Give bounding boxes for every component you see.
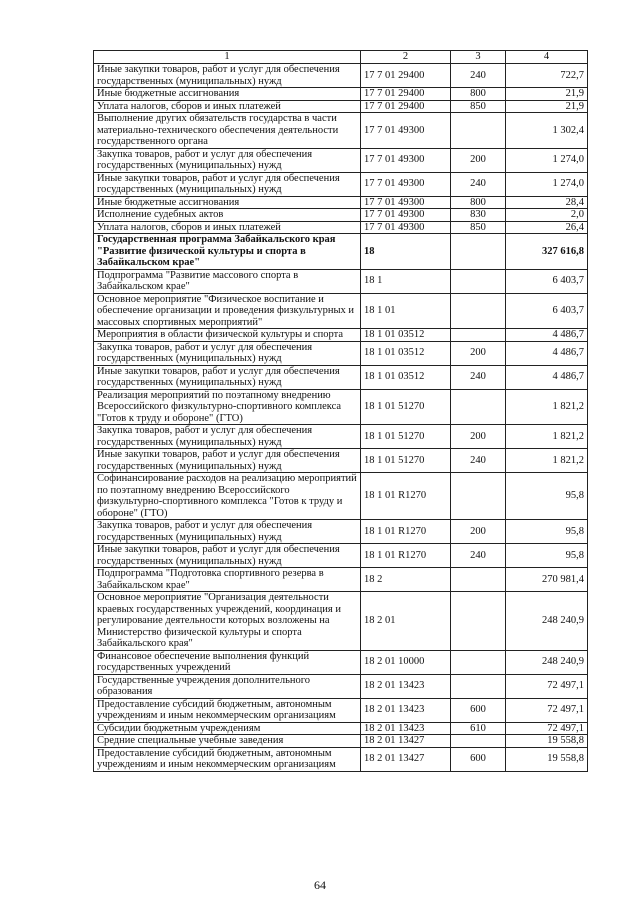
row-csr-cell: 18 1 xyxy=(361,269,451,293)
row-name-cell: Закупка товаров, работ и услуг для обеспечения государственных (муниципальных) нужд xyxy=(94,425,361,449)
row-sum-cell: 21,9 xyxy=(506,100,588,113)
row-vr-cell xyxy=(451,674,506,698)
row-csr-cell: 18 1 01 R1270 xyxy=(361,520,451,544)
row-name-cell: Государственная программа Забайкальского края "Развитие физической культуры и спорта в Забайкальском крае" xyxy=(94,234,361,270)
row-vr-cell: 800 xyxy=(451,196,506,209)
table-row xyxy=(94,735,588,748)
row-csr-cell: 18 1 01 51270 xyxy=(361,425,451,449)
row-vr-cell: 240 xyxy=(451,172,506,196)
header-col-4: 4 xyxy=(506,51,588,64)
table-row xyxy=(94,269,588,293)
row-name-cell: Субсидии бюджетным учреждениям xyxy=(94,722,361,735)
row-sum-cell: 327 616,8 xyxy=(506,234,588,270)
row-csr-cell: 18 2 xyxy=(361,568,451,592)
row-vr-cell: 850 xyxy=(451,100,506,113)
row-name-cell: Подпрограмма "Развитие массового спорта в Забайкальском крае" xyxy=(94,269,361,293)
row-vr-cell xyxy=(451,113,506,149)
row-sum-cell: 1 302,4 xyxy=(506,113,588,149)
row-sum-cell: 72 497,1 xyxy=(506,674,588,698)
table-row xyxy=(94,113,588,149)
row-vr-cell: 200 xyxy=(451,341,506,365)
row-name-cell: Государственные учреждения дополнительного образования xyxy=(94,674,361,698)
table-row xyxy=(94,221,588,234)
row-vr-cell: 850 xyxy=(451,221,506,234)
table-row xyxy=(94,698,588,722)
row-vr-cell: 830 xyxy=(451,209,506,222)
row-csr-cell: 18 2 01 13423 xyxy=(361,698,451,722)
header-col-1: 1 xyxy=(94,51,361,64)
table-row xyxy=(94,196,588,209)
row-csr-cell: 18 2 01 xyxy=(361,592,451,651)
table-row xyxy=(94,88,588,101)
row-csr-cell: 17 7 01 49300 xyxy=(361,209,451,222)
row-vr-cell xyxy=(451,568,506,592)
table-row xyxy=(94,234,588,270)
row-name-cell: Закупка товаров, работ и услуг для обеспечения государственных (муниципальных) нужд xyxy=(94,341,361,365)
row-sum-cell: 1 821,2 xyxy=(506,449,588,473)
row-name-cell: Подпрограмма "Подготовка спортивного резерва в Забайкальском крае" xyxy=(94,568,361,592)
row-csr-cell: 18 xyxy=(361,234,451,270)
row-name-cell: Иные закупки товаров, работ и услуг для обеспечения государственных (муниципальных) нужд xyxy=(94,172,361,196)
row-vr-cell: 240 xyxy=(451,449,506,473)
row-sum-cell: 248 240,9 xyxy=(506,592,588,651)
row-name-cell: Закупка товаров, работ и услуг для обеспечения государственных (муниципальных) нужд xyxy=(94,148,361,172)
row-name-cell: Финансовое обеспечение выполнения функций государственных учреждений xyxy=(94,650,361,674)
table-row xyxy=(94,209,588,222)
row-csr-cell: 18 1 01 xyxy=(361,293,451,329)
row-sum-cell: 1 821,2 xyxy=(506,389,588,425)
row-sum-cell: 1 821,2 xyxy=(506,425,588,449)
row-name-cell: Реализация мероприятий по поэтапному внедрению Всероссийского физкультурно-спортивного комплекса "Готов к труду и обороне" (ГТО) xyxy=(94,389,361,425)
row-name-cell: Уплата налогов, сборов и иных платежей xyxy=(94,100,361,113)
row-vr-cell xyxy=(451,329,506,342)
row-csr-cell: 17 7 01 49300 xyxy=(361,221,451,234)
row-sum-cell: 72 497,1 xyxy=(506,722,588,735)
row-csr-cell: 18 1 01 03512 xyxy=(361,329,451,342)
row-vr-cell xyxy=(451,293,506,329)
table-row xyxy=(94,389,588,425)
table-row xyxy=(94,520,588,544)
row-csr-cell: 18 2 01 13423 xyxy=(361,722,451,735)
row-csr-cell: 17 7 01 29400 xyxy=(361,64,451,88)
row-name-cell: Иные бюджетные ассигнования xyxy=(94,88,361,101)
row-name-cell: Иные закупки товаров, работ и услуг для обеспечения государственных (муниципальных) нужд xyxy=(94,365,361,389)
row-sum-cell: 1 274,0 xyxy=(506,148,588,172)
row-vr-cell xyxy=(451,234,506,270)
row-sum-cell: 6 403,7 xyxy=(506,269,588,293)
row-csr-cell: 18 1 01 R1270 xyxy=(361,473,451,520)
row-vr-cell xyxy=(451,389,506,425)
table-row xyxy=(94,365,588,389)
row-name-cell: Основное мероприятие "Физическое воспитание и обеспечение организации и проведения физкультурных и массовых спортивных мероприятий" xyxy=(94,293,361,329)
row-name-cell: Выполнение других обязательств государства в части материально-технического обеспечения деятельности государственного органа xyxy=(94,113,361,149)
row-sum-cell: 21,9 xyxy=(506,88,588,101)
row-name-cell: Предоставление субсидий бюджетным, автономным учреждениям и иным некоммерческим организациям xyxy=(94,747,361,771)
table-row xyxy=(94,64,588,88)
row-csr-cell: 18 2 01 13423 xyxy=(361,674,451,698)
row-csr-cell: 18 1 01 03512 xyxy=(361,341,451,365)
table-row xyxy=(94,425,588,449)
row-sum-cell: 72 497,1 xyxy=(506,698,588,722)
table-row xyxy=(94,544,588,568)
budget-table xyxy=(93,50,588,772)
table-row xyxy=(94,148,588,172)
row-vr-cell: 800 xyxy=(451,88,506,101)
table-row xyxy=(94,172,588,196)
row-sum-cell: 6 403,7 xyxy=(506,293,588,329)
row-sum-cell: 95,8 xyxy=(506,473,588,520)
row-sum-cell: 1 274,0 xyxy=(506,172,588,196)
row-sum-cell: 95,8 xyxy=(506,544,588,568)
header-col-2: 2 xyxy=(361,51,451,64)
row-name-cell: Софинансирование расходов на реализацию мероприятий по поэтапному внедрению Всероссийского физкультурно-спортивного комплекса "Готов к труду и обороне" (ГТО) xyxy=(94,473,361,520)
row-sum-cell: 19 558,8 xyxy=(506,735,588,748)
row-name-cell: Основное мероприятие "Организация деятельности краевых государственных учреждений, координация и регулирование деятельности которых возложены на Министерство физической культуры и спорта Забайкальского края" xyxy=(94,592,361,651)
row-sum-cell: 4 486,7 xyxy=(506,365,588,389)
row-vr-cell: 240 xyxy=(451,544,506,568)
row-vr-cell: 240 xyxy=(451,365,506,389)
row-name-cell: Уплата налогов, сборов и иных платежей xyxy=(94,221,361,234)
row-vr-cell: 200 xyxy=(451,148,506,172)
row-name-cell: Средние специальные учебные заведения xyxy=(94,735,361,748)
table-row xyxy=(94,747,588,771)
row-csr-cell: 18 1 01 51270 xyxy=(361,389,451,425)
row-vr-cell xyxy=(451,650,506,674)
table-body xyxy=(94,64,588,772)
row-sum-cell: 4 486,7 xyxy=(506,341,588,365)
row-name-cell: Мероприятия в области физической культуры и спорта xyxy=(94,329,361,342)
row-csr-cell: 18 2 01 13427 xyxy=(361,735,451,748)
row-vr-cell: 240 xyxy=(451,64,506,88)
row-name-cell: Иные закупки товаров, работ и услуг для обеспечения государственных (муниципальных) нужд xyxy=(94,544,361,568)
row-name-cell: Исполнение судебных актов xyxy=(94,209,361,222)
table-row xyxy=(94,674,588,698)
row-name-cell: Иные бюджетные ассигнования xyxy=(94,196,361,209)
row-sum-cell: 248 240,9 xyxy=(506,650,588,674)
row-csr-cell: 18 1 01 R1270 xyxy=(361,544,451,568)
table-row xyxy=(94,449,588,473)
row-vr-cell: 610 xyxy=(451,722,506,735)
row-sum-cell: 722,7 xyxy=(506,64,588,88)
row-csr-cell: 18 2 01 13427 xyxy=(361,747,451,771)
row-vr-cell xyxy=(451,473,506,520)
table-row xyxy=(94,650,588,674)
row-sum-cell: 19 558,8 xyxy=(506,747,588,771)
row-vr-cell: 600 xyxy=(451,698,506,722)
row-csr-cell: 17 7 01 29400 xyxy=(361,88,451,101)
row-name-cell: Иные закупки товаров, работ и услуг для обеспечения государственных (муниципальных) нужд xyxy=(94,64,361,88)
header-col-3: 3 xyxy=(451,51,506,64)
row-csr-cell: 17 7 01 49300 xyxy=(361,172,451,196)
table-row xyxy=(94,722,588,735)
row-vr-cell: 200 xyxy=(451,520,506,544)
row-sum-cell: 4 486,7 xyxy=(506,329,588,342)
table-row xyxy=(94,568,588,592)
row-vr-cell: 200 xyxy=(451,425,506,449)
row-csr-cell: 18 2 01 10000 xyxy=(361,650,451,674)
row-csr-cell: 17 7 01 49300 xyxy=(361,196,451,209)
table-row xyxy=(94,293,588,329)
row-sum-cell: 28,4 xyxy=(506,196,588,209)
table-header-row xyxy=(94,51,588,64)
table-row xyxy=(94,473,588,520)
table-row xyxy=(94,329,588,342)
row-sum-cell: 270 981,4 xyxy=(506,568,588,592)
row-csr-cell: 17 7 01 49300 xyxy=(361,113,451,149)
row-csr-cell: 18 1 01 03512 xyxy=(361,365,451,389)
row-csr-cell: 17 7 01 29400 xyxy=(361,100,451,113)
row-sum-cell: 2,0 xyxy=(506,209,588,222)
row-csr-cell: 18 1 01 51270 xyxy=(361,449,451,473)
row-name-cell: Предоставление субсидий бюджетным, автономным учреждениям и иным некоммерческим организациям xyxy=(94,698,361,722)
table-row xyxy=(94,592,588,651)
row-vr-cell xyxy=(451,269,506,293)
table-row xyxy=(94,341,588,365)
row-sum-cell: 26,4 xyxy=(506,221,588,234)
page-number: 64 xyxy=(314,878,326,892)
row-csr-cell: 17 7 01 49300 xyxy=(361,148,451,172)
row-name-cell: Закупка товаров, работ и услуг для обеспечения государственных (муниципальных) нужд xyxy=(94,520,361,544)
row-vr-cell: 600 xyxy=(451,747,506,771)
row-sum-cell: 95,8 xyxy=(506,520,588,544)
row-vr-cell xyxy=(451,735,506,748)
row-vr-cell xyxy=(451,592,506,651)
row-name-cell: Иные закупки товаров, работ и услуг для обеспечения государственных (муниципальных) нужд xyxy=(94,449,361,473)
table-row xyxy=(94,100,588,113)
